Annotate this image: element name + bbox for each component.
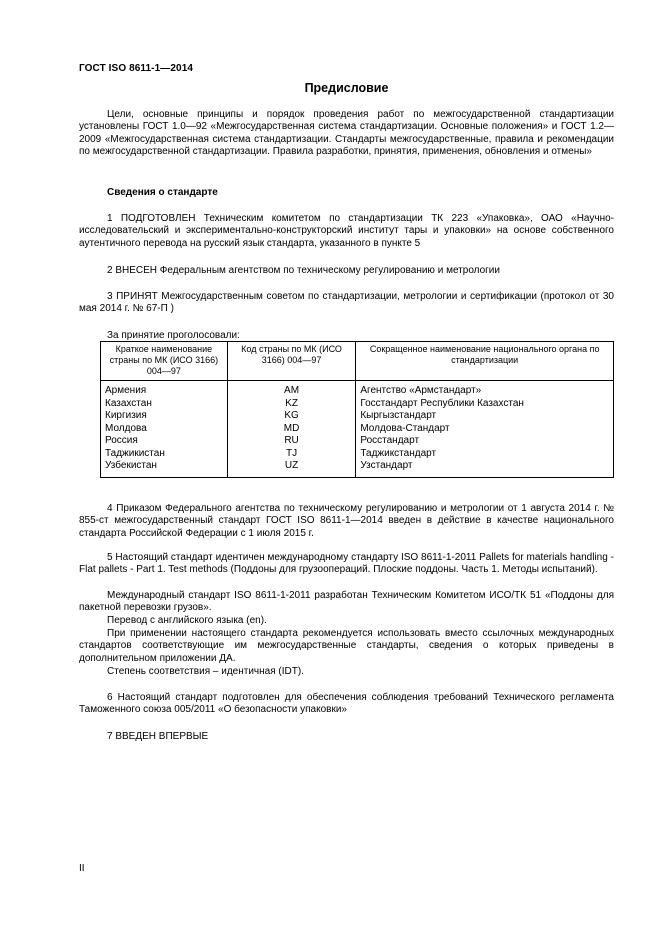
country-code: MD [283, 422, 300, 434]
country-code: AM [284, 385, 300, 396]
country-code: RU [284, 435, 299, 446]
country-code: UZ [284, 460, 299, 471]
body-column [356, 381, 614, 478]
item-5-degree: Степень соответствия – идентичная (IDT). [107, 666, 304, 677]
code-column [227, 381, 356, 478]
country-name: Таджикистан [105, 447, 165, 459]
info-heading: Сведения о стандарте [107, 187, 218, 198]
votes-table [100, 341, 614, 478]
country-name: Молдова [105, 422, 147, 434]
country-code: KZ [285, 397, 298, 409]
item-2: 2 ВНЕСЕН Федеральным агентством по техническому регулированию и метрологии [107, 265, 500, 276]
standards-body: Госстандарт Республики Казахстан [360, 397, 524, 409]
item-6: 6 Настоящий стандарт подготовлен для обеспечения соблюдения требований Технического регламента Таможенного союза 005/2011 «О безопасности упаковки» [79, 692, 614, 716]
item-7: 7 ВВЕДЕН ВПЕРВЫЕ [107, 731, 209, 742]
country-name: Армения [105, 385, 147, 396]
country-column [101, 381, 228, 478]
country-code: TJ [286, 447, 298, 459]
item-5-references: При применении настоящего стандарта рекомендуется использовать вместо ссылочных международных стандартов соответствующие им межгосударственные стандарты, сведения о которых приведены в дополнительном приложении ДА. [79, 628, 614, 664]
table-row [101, 381, 614, 478]
item-1: 1 ПОДГОТОВЛЕН Техническим комитетом по стандартизации ТК 223 «Упаковка», ОАО «Научно-исследовательский и экспериментально-конструкторский институт тары и упаковки» на основе собственного аутентичного перевода на русский язык стандарта, указанного в пункте 5 [79, 213, 614, 249]
item-5: 5 Настоящий стандарт идентичен международному стандарту ISO 8611-1-2011 Pallets for materials handling - Flat pallets - Part 1. Test methods (Поддоны для грузоопераций. Плоские поддоны. Часть 1. Методы испытаний). [79, 552, 614, 576]
header-country: Краткое наименование страны по МК (ИСО 3166) 004—97 [101, 342, 228, 381]
header-body: Сокращенное наименование национального органа по стандартизации [356, 342, 614, 381]
item-4: 4 Приказом Федерального агентства по техническому регулированию и метрологии от 1 августа 2014 г. № 855-ст межгосударственный стандарт ГОСТ ISO 8611-1—2014 введен в действие в качестве национального стандарта Российской Федерации с 1 июля 2015 г. [79, 503, 614, 539]
standards-body: Агентство «Армстандарт» [360, 385, 482, 396]
header-code: Код страны по МК (ИСО 3166) 004—97 [227, 342, 356, 381]
votes-table-caption: За принятие проголосовали: [107, 330, 240, 341]
country-name: Киргизия [105, 410, 147, 421]
standards-body: Молдова-Стандарт [360, 422, 450, 434]
country-code: KG [284, 410, 299, 421]
intro-paragraph: Цели, основные принципы и порядок проведения работ по межгосударственной стандартизации установлены ГОСТ 1.0—92 «Межгосударственная система стандартизации. Основные положения» и ГОСТ 1.2—2009 «Межгосударственная система стандартизации. Стандарты межгосударственные, правила и рекомендации по межгосударственной стандартизации. Правила разработки, принятия, применения, обновления и отмены» [79, 109, 614, 158]
page-title: Предисловие [304, 81, 389, 95]
item-5-translation: Перевод с английского языка (en). [107, 615, 267, 626]
standards-body: Таджикстандарт [360, 447, 437, 459]
item-3: 3 ПРИНЯТ Межгосударственным советом по стандартизации, метрологии и сертификации (протокол от 30 мая 2014 г. № 67-П ) [79, 291, 614, 315]
standards-body: Росстандарт [360, 435, 420, 446]
country-name: Узбекистан [105, 460, 157, 471]
standards-body: Кыргызстандарт [360, 410, 437, 421]
country-name: Россия [105, 435, 138, 446]
document-code: ГОСТ ISO 8611-1—2014 [79, 63, 194, 74]
country-name: Казахстан [105, 397, 152, 409]
standards-body: Узстандарт [360, 460, 413, 471]
item-5-origin: Международный стандарт ISO 8611-1-2011 разработан Техническим Комитетом ИСО/ТК 51 «Поддоны для пакетной перевозки грузов». [79, 590, 614, 614]
page-number: II [79, 863, 85, 874]
